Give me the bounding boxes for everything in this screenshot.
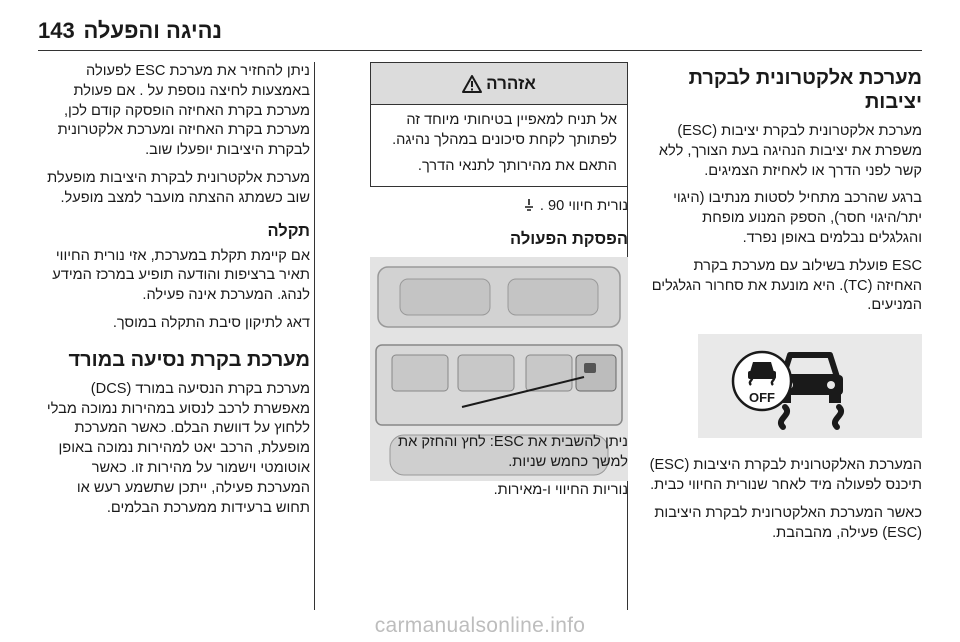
paragraph: מערכת אלקטרונית לבקרת יציבות (ESC) משפרת את יציבות הנהיגה בעת הצורך, ללא קשר לפני הדרך או לאחיזת הצמיגים. <box>658 123 922 179</box>
paragraph: אם קיימת תקלת במערכת, אזי נורית החיווי תאיר ברציפות והודעה תופיע במרכז המידע לנהג. המערכת אינה פעילה. <box>52 247 310 304</box>
paragraph: ESC פועלת בשילוב עם מערכת בקרת האחיזה (TC). היא מונעת את סחרור הגלגלים המניעים. <box>651 257 922 314</box>
paragraph: מערכת בקרת הנסיעה במורד (DCS) מאפשרת לרכב לנסוע במהירות נמוכה מבלי ללחוץ על דוושת הבלם. כאשר המערכת מופעלת, הרכב יאט למהירות נמוכה באופן אוטומטי וישמור על מהירות זו. כאשר המערכת פעילה, ייתכן שתשמע רעש או תחוש ברעידות ממערכת הבלמים. <box>46 380 310 516</box>
indicator-reference: נורית חיווי 90 . <box>370 197 628 217</box>
page-header <box>0 0 960 58</box>
warning-triangle-icon <box>462 75 482 93</box>
paragraph: נוריות החיווי ו-מאירות. <box>493 481 628 498</box>
paragraph: מערכת אלקטרונית לבקרת היציבות מופעלת שוב כשמתג ההצתה מועבר למצב מופעל. <box>47 169 310 206</box>
column-left <box>42 62 310 612</box>
warning-header <box>371 63 627 105</box>
column-middle <box>370 62 775 612</box>
paragraph: ברגע שהרכב מתחיל לסטות מנתיבו (היגוי יתר/היגוי חסר), הספק המנוע מופחת והגלגלים נבלמים באופן נפרד. <box>673 190 922 246</box>
warning-text: התאם את מהירותך לתנאי הדרך. <box>417 157 617 174</box>
indicator-lamp-icon <box>522 198 536 212</box>
column-right <box>647 62 922 612</box>
section-title-esc: מערכת אלקטרונית לבקרת יציבות <box>688 67 922 113</box>
section-title-dcs: מערכת בקרת נסיעה במורד <box>68 348 310 371</box>
header-rule <box>38 50 922 51</box>
chapter-title: נהיגה והפעלה <box>83 18 222 43</box>
paragraph: דאג לתיקון סיבת התקלה במוסך. <box>112 314 310 331</box>
paragraph: ניתן להשבית את ESC: לחץ והחזק את למשך כחמש שניות. <box>398 434 628 470</box>
warning-body <box>371 105 627 186</box>
watermark: carmanualsonline.info <box>374 614 586 637</box>
paragraph: ניתן להחזיר את מערכת ESC לפעולה באמצעות לחיצה נוספת על . אם פעולת מערכת בקרת האחיזה הופסקה קודם לכן, מערכת בקרת האחיזה ומערכת אלקטרונית לבקרת היציבות יופעלו שוב. <box>57 63 310 159</box>
esc-off-label: OFF <box>749 390 775 406</box>
warning-text: אל תניח למאפיין בטיחותי מיוחד זה לפתותך לקחת סיכונים במהלך נהיגה. <box>392 112 617 148</box>
column-divider <box>314 62 315 610</box>
paragraph: המערכת האלקטרונית לבקרת היציבות (ESC) תיכנס לפעולה מיד לאחר שנורית החיווי כבית. <box>649 457 922 493</box>
section-title-fault: תקלה <box>267 221 310 240</box>
section-title-deactivation: הפסקת הפעולה <box>510 230 628 249</box>
paragraph: כאשר המערכת האלקטרונית לבקרת היציבות (ESC) פעילה, מהבהבת. <box>654 504 922 541</box>
warning-title: אזהרה <box>486 73 536 93</box>
esc-off-icon <box>731 350 793 412</box>
warning-box <box>370 62 628 187</box>
page-number: 143 <box>38 18 75 43</box>
